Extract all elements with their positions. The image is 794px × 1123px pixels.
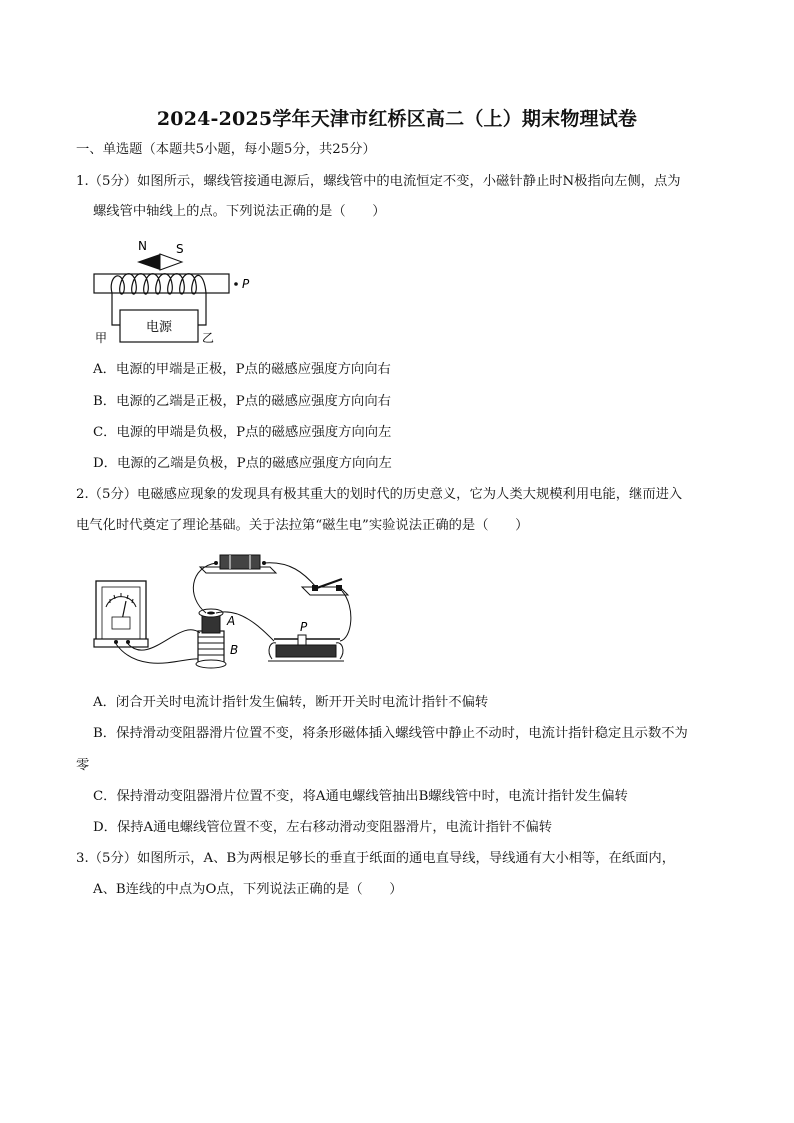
solenoid-figure xyxy=(90,234,260,346)
label-yi: 乙 xyxy=(202,331,215,345)
section-heading: 一、单选题（本题共5小题，每小题5分，共25分） xyxy=(76,142,376,157)
question-2-option-b: B．保持滑动变阻器滑片位置不变，将条形磁体插入螺线管中静止不动时，电流计指针稳定且示数不为 xyxy=(93,726,688,741)
rheostat xyxy=(268,635,344,661)
question-1-option-b: B．电源的乙端是正极，P点的磁感应强度方向向右 xyxy=(93,394,391,409)
question-2-option-d: D．保持A通电螺线管位置不变，左右移动滑动变阻器滑片，电流计指针不偏转 xyxy=(93,820,553,835)
point-p xyxy=(234,282,238,286)
switch xyxy=(302,579,348,595)
question-3-stem-line-2: A、B连线的中点为O点，下列说法正确的是（ ） xyxy=(93,882,403,897)
wire-switch-rheostat xyxy=(340,591,351,641)
question-2-stem-line-2: 电气化时代奠定了理论基础。关于法拉第“磁生电”实验说法正确的是（ ） xyxy=(76,518,529,533)
label-a: A xyxy=(227,614,236,628)
faraday-experiment-figure xyxy=(90,547,360,677)
question-3-stem-line-1: 3.（5分）如图所示，A、B为两根足够长的垂直于纸面的通电直导线，导线通有大小相等，在纸面内， xyxy=(76,851,675,866)
question-1-stem-line-1: 1.（5分）如图所示，螺线管接通电源后，螺线管中的电流恒定不变，小磁针静止时N极指向左侧，点为 xyxy=(76,174,681,189)
galvanometer xyxy=(94,581,148,647)
question-1-stem-line-2: 螺线管中轴线上的点。下列说法正确的是（ ） xyxy=(93,204,386,219)
question-2-stem-line-1: 2.（5分）电磁感应现象的发现具有极其重大的划时代的历史意义，它为人类大规模利用电能，继而进入 xyxy=(76,487,683,502)
compass-needle-north xyxy=(137,254,160,270)
page-title: 2024-2025学年天津市红桥区高二（上）期末物理试卷 xyxy=(156,108,638,130)
question-2-option-b-continued: 零 xyxy=(76,758,90,773)
label-jia: 甲 xyxy=(95,331,108,345)
question-2-option-c: C．保持滑动变阻器滑片位置不变，将A通电螺线管抽出B螺线管中时，电流计指针发生偏转 xyxy=(93,789,628,804)
coil-b xyxy=(196,631,226,668)
label-b: B xyxy=(230,643,239,657)
label-p: P xyxy=(300,620,308,634)
wire-a-rheostat xyxy=(216,612,274,641)
question-1-option-d: D．电源的乙端是负极，P点的磁感应强度方向向左 xyxy=(93,456,392,471)
wire-left xyxy=(112,293,120,325)
wire-battery-switch xyxy=(264,563,316,587)
compass-needle-south xyxy=(160,254,182,270)
label-n: N xyxy=(138,239,147,253)
label-p: P xyxy=(242,277,250,291)
question-1-option-a: A．电源的甲端是正极，P点的磁感应强度方向向右 xyxy=(93,362,391,377)
wire-right xyxy=(198,293,206,325)
label-power-source: 电源 xyxy=(146,320,173,335)
question-1-option-c: C．电源的甲端是负极，P点的磁感应强度方向向左 xyxy=(93,425,392,440)
question-2-option-a: A．闭合开关时电流计指针发生偏转，断开开关时电流计指针不偏转 xyxy=(93,695,489,710)
label-s: S xyxy=(176,242,184,256)
